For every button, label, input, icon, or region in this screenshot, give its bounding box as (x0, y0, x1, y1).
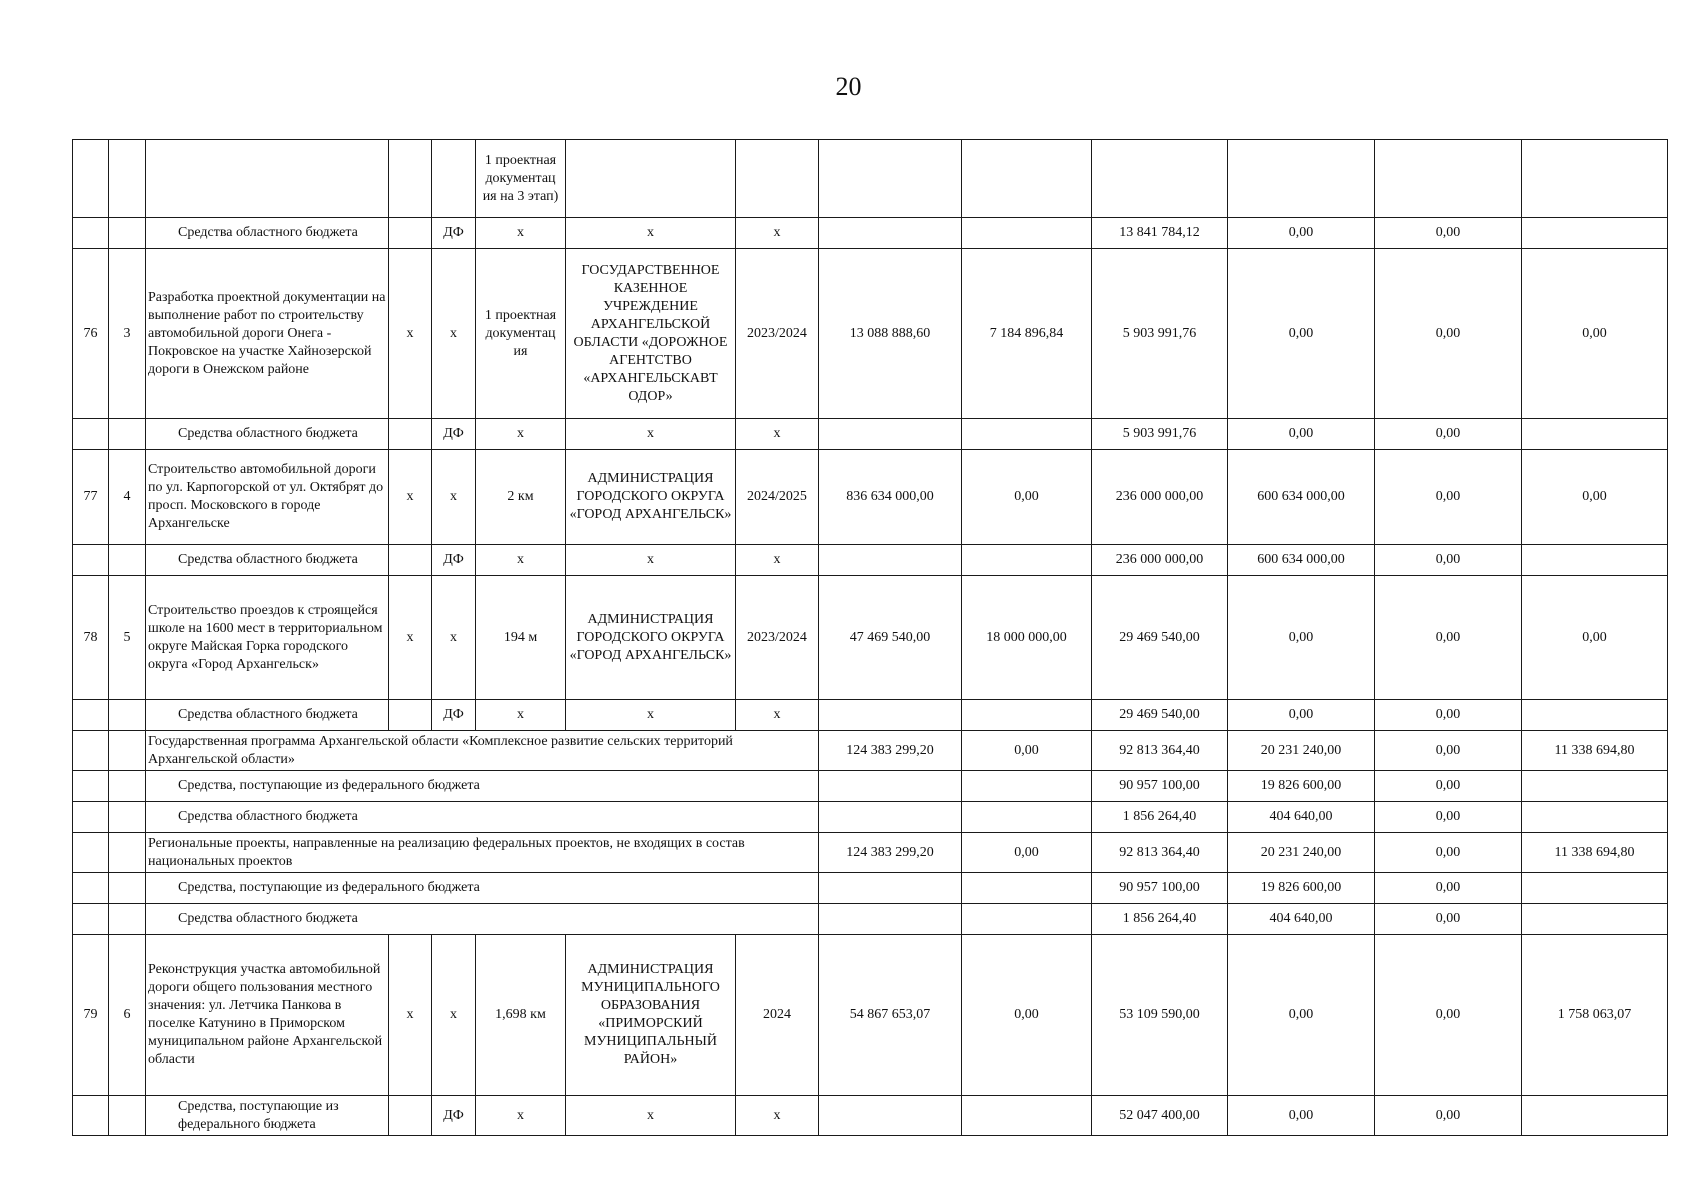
table-body (73, 140, 1668, 1136)
total-cost-cell (819, 873, 962, 904)
fund-code: ДФ (432, 1096, 476, 1136)
amount-cell: 404 640,00 (1228, 802, 1375, 833)
table-row (73, 545, 1668, 576)
capacity-cell: 1,698 км (476, 935, 566, 1096)
empty-cell (109, 904, 146, 935)
amount-cell: 0,00 (1228, 1096, 1375, 1136)
amount-cell: 600 634 000,00 (1228, 450, 1375, 545)
row-number: 77 (73, 450, 109, 545)
fund-code: ДФ (432, 419, 476, 450)
mark-cell: х (566, 419, 736, 450)
total-cost-cell (819, 419, 962, 450)
mark-cell: х (736, 545, 819, 576)
program-title: Региональные проекты, направленные на реализацию федеральных проектов, не входящих в состав национальных проектов (146, 833, 819, 873)
prior-funding-cell: 0,00 (962, 935, 1092, 1096)
amount-cell: 0,00 (1375, 731, 1522, 771)
amount-cell: 13 841 784,12 (1092, 218, 1228, 249)
amount-cell: 236 000 000,00 (1092, 450, 1228, 545)
amount-cell: 1 856 264,40 (1092, 904, 1228, 935)
amount-cell: 11 338 694,80 (1522, 833, 1668, 873)
amount-cell: 0,00 (1375, 771, 1522, 802)
amount-cell (1522, 545, 1668, 576)
period-cell: 2023/2024 (736, 249, 819, 419)
table-row (73, 249, 1668, 419)
amount-cell: 0,00 (1375, 700, 1522, 731)
empty-cell (109, 700, 146, 731)
sub-number: 5 (109, 576, 146, 700)
executor-cell: АДМИНИСТРАЦИЯ МУНИЦИПАЛЬНОГО ОБРАЗОВАНИЯ «ПРИМОРСКИЙ МУНИЦИПАЛЬНЫЙ РАЙОН» (566, 935, 736, 1096)
empty-cell (73, 731, 109, 771)
object-name (146, 140, 389, 218)
fund-source-label: Средства, поступающие из федерального бюджета (146, 771, 819, 802)
amount-cell (1522, 1096, 1668, 1136)
table-row (73, 419, 1668, 450)
amount-cell: 5 903 991,76 (1092, 419, 1228, 450)
amount-cell: 90 957 100,00 (1092, 873, 1228, 904)
table-row (73, 904, 1668, 935)
empty-cell (73, 218, 109, 249)
page-number: 20 (835, 72, 862, 101)
mark-cell: х (476, 700, 566, 731)
amount-cell: 0,00 (1375, 249, 1522, 419)
mark-cell: х (566, 700, 736, 731)
total-cost-cell (819, 802, 962, 833)
empty-cell (109, 771, 146, 802)
prior-funding-cell: 7 184 896,84 (962, 249, 1092, 419)
amount-cell: 53 109 590,00 (1092, 935, 1228, 1096)
sub-number: 4 (109, 450, 146, 545)
empty-cell (73, 802, 109, 833)
amount-cell (1375, 140, 1522, 218)
prior-funding-cell (962, 545, 1092, 576)
empty-cell (73, 700, 109, 731)
fund-source-label: Средства областного бюджета (146, 419, 389, 450)
budget-table (72, 139, 1668, 1136)
amount-cell (1228, 140, 1375, 218)
amount-cell: 19 826 600,00 (1228, 873, 1375, 904)
amount-cell: 0,00 (1375, 833, 1522, 873)
total-cost-cell (819, 140, 962, 218)
empty-cell (389, 1096, 432, 1136)
table-row (73, 576, 1668, 700)
table-row (73, 802, 1668, 833)
amount-cell: 0,00 (1375, 450, 1522, 545)
empty-cell (389, 419, 432, 450)
amount-cell (1522, 802, 1668, 833)
amount-cell: 1 758 063,07 (1522, 935, 1668, 1096)
period-cell: 2023/2024 (736, 576, 819, 700)
mark-cell: х (736, 700, 819, 731)
amount-cell: 5 903 991,76 (1092, 249, 1228, 419)
mark-cell: х (736, 1096, 819, 1136)
empty-cell (73, 833, 109, 873)
amount-cell: 29 469 540,00 (1092, 576, 1228, 700)
prior-funding-cell (962, 873, 1092, 904)
mark-col-1: х (389, 576, 432, 700)
total-cost-cell (819, 904, 962, 935)
empty-cell (109, 218, 146, 249)
amount-cell (1522, 873, 1668, 904)
empty-cell (109, 1096, 146, 1136)
amount-cell: 92 813 364,40 (1092, 833, 1228, 873)
amount-cell: 600 634 000,00 (1228, 545, 1375, 576)
period-cell: 2024/2025 (736, 450, 819, 545)
amount-cell: 90 957 100,00 (1092, 771, 1228, 802)
amount-cell: 0,00 (1228, 249, 1375, 419)
total-cost-cell: 47 469 540,00 (819, 576, 962, 700)
mark-cell: х (736, 419, 819, 450)
prior-funding-cell: 0,00 (962, 731, 1092, 771)
amount-cell: 0,00 (1375, 904, 1522, 935)
total-cost-cell: 124 383 299,20 (819, 833, 962, 873)
mark-col-1: х (389, 935, 432, 1096)
prior-funding-cell (962, 218, 1092, 249)
mark-col-2: х (432, 935, 476, 1096)
mark-cell: х (476, 419, 566, 450)
prior-funding-cell (962, 419, 1092, 450)
capacity-cell: 1 проектная документац ия на 3 этап) (476, 140, 566, 218)
mark-col-2: х (432, 576, 476, 700)
fund-code: ДФ (432, 218, 476, 249)
row-number: 76 (73, 249, 109, 419)
amount-cell: 0,00 (1375, 218, 1522, 249)
total-cost-cell: 54 867 653,07 (819, 935, 962, 1096)
amount-cell (1522, 700, 1668, 731)
mark-col-2: х (432, 249, 476, 419)
mark-col-2: х (432, 450, 476, 545)
amount-cell: 0,00 (1228, 935, 1375, 1096)
amount-cell (1522, 218, 1668, 249)
empty-cell (109, 833, 146, 873)
row-number: 79 (73, 935, 109, 1096)
executor-cell: ГОСУДАРСТВЕННОЕ КАЗЕННОЕ УЧРЕЖДЕНИЕ АРХАНГЕЛЬСКОЙ ОБЛАСТИ «ДОРОЖНОЕ АГЕНТСТВО «АРХАНГЕЛЬСКАВТ ОДОР» (566, 249, 736, 419)
table-row (73, 833, 1668, 873)
empty-cell (109, 419, 146, 450)
empty-cell (389, 218, 432, 249)
sub-number: 6 (109, 935, 146, 1096)
amount-cell: 0,00 (1228, 700, 1375, 731)
total-cost-cell (819, 700, 962, 731)
total-cost-cell (819, 771, 962, 802)
empty-cell (73, 873, 109, 904)
table-row (73, 731, 1668, 771)
capacity-cell: 194 м (476, 576, 566, 700)
table-row (73, 700, 1668, 731)
total-cost-cell (819, 545, 962, 576)
table-row (73, 1096, 1668, 1136)
total-cost-cell: 124 383 299,20 (819, 731, 962, 771)
empty-cell (73, 904, 109, 935)
amount-cell: 0,00 (1375, 802, 1522, 833)
prior-funding-cell: 0,00 (962, 833, 1092, 873)
fund-source-label: Средства областного бюджета (146, 700, 389, 731)
empty-cell (73, 771, 109, 802)
period-cell (736, 140, 819, 218)
table-row (73, 450, 1668, 545)
sub-number: 3 (109, 249, 146, 419)
amount-cell: 29 469 540,00 (1092, 700, 1228, 731)
row-number: 78 (73, 576, 109, 700)
prior-funding-cell (962, 771, 1092, 802)
mark-cell: х (566, 545, 736, 576)
empty-cell (73, 1096, 109, 1136)
amount-cell: 0,00 (1522, 249, 1668, 419)
fund-source-label: Средства областного бюджета (146, 802, 819, 833)
amount-cell: 19 826 600,00 (1228, 771, 1375, 802)
sub-number (109, 140, 146, 218)
amount-cell: 1 856 264,40 (1092, 802, 1228, 833)
amount-cell (1092, 140, 1228, 218)
fund-source-label: Средства, поступающие из федерального бюджета (146, 1096, 389, 1136)
object-name: Строительство проездов к строящейся школе на 1600 мест в территориальном округе Майская Горка городского округа «Город Архангельск» (146, 576, 389, 700)
amount-cell: 236 000 000,00 (1092, 545, 1228, 576)
prior-funding-cell: 0,00 (962, 450, 1092, 545)
prior-funding-cell (962, 1096, 1092, 1136)
fund-code: ДФ (432, 700, 476, 731)
prior-funding-cell (962, 904, 1092, 935)
amount-cell: 0,00 (1522, 576, 1668, 700)
amount-cell (1522, 904, 1668, 935)
empty-cell (389, 700, 432, 731)
amount-cell (1522, 771, 1668, 802)
amount-cell: 0,00 (1228, 218, 1375, 249)
mark-col-1: х (389, 450, 432, 545)
total-cost-cell (819, 218, 962, 249)
prior-funding-cell (962, 140, 1092, 218)
amount-cell: 52 047 400,00 (1092, 1096, 1228, 1136)
amount-cell: 0,00 (1375, 576, 1522, 700)
empty-cell (109, 545, 146, 576)
amount-cell: 0,00 (1375, 1096, 1522, 1136)
fund-code: ДФ (432, 545, 476, 576)
mark-col-2 (432, 140, 476, 218)
amount-cell: 0,00 (1375, 545, 1522, 576)
total-cost-cell: 13 088 888,60 (819, 249, 962, 419)
amount-cell: 20 231 240,00 (1228, 731, 1375, 771)
total-cost-cell: 836 634 000,00 (819, 450, 962, 545)
empty-cell (109, 802, 146, 833)
mark-cell: х (566, 218, 736, 249)
mark-cell: х (476, 545, 566, 576)
table-row (73, 935, 1668, 1096)
table-row (73, 873, 1668, 904)
fund-source-label: Средства областного бюджета (146, 904, 819, 935)
prior-funding-cell (962, 802, 1092, 833)
mark-cell: х (566, 1096, 736, 1136)
fund-source-label: Средства областного бюджета (146, 218, 389, 249)
amount-cell: 11 338 694,80 (1522, 731, 1668, 771)
executor-cell (566, 140, 736, 218)
table-row (73, 218, 1668, 249)
empty-cell (389, 545, 432, 576)
prior-funding-cell (962, 700, 1092, 731)
empty-cell (109, 873, 146, 904)
amount-cell: 0,00 (1228, 576, 1375, 700)
amount-cell: 92 813 364,40 (1092, 731, 1228, 771)
capacity-cell: 2 км (476, 450, 566, 545)
amount-cell: 0,00 (1228, 419, 1375, 450)
total-cost-cell (819, 1096, 962, 1136)
capacity-cell: 1 проектная документац ия (476, 249, 566, 419)
empty-cell (109, 731, 146, 771)
executor-cell: АДМИНИСТРАЦИЯ ГОРОДСКОГО ОКРУГА «ГОРОД АРХАНГЕЛЬСК» (566, 450, 736, 545)
row-number (73, 140, 109, 218)
period-cell: 2024 (736, 935, 819, 1096)
table-row (73, 140, 1668, 218)
object-name: Строительство автомобильной дороги по ул. Карпогорской от ул. Октябрят до просп. Московского в городе Архангельске (146, 450, 389, 545)
amount-cell: 0,00 (1375, 935, 1522, 1096)
amount-cell: 404 640,00 (1228, 904, 1375, 935)
fund-source-label: Средства областного бюджета (146, 545, 389, 576)
mark-col-1 (389, 140, 432, 218)
program-title: Государственная программа Архангельской области «Комплексное развитие сельских территорий Архангельской области» (146, 731, 819, 771)
mark-cell: х (476, 1096, 566, 1136)
table-row (73, 771, 1668, 802)
amount-cell: 0,00 (1522, 450, 1668, 545)
fund-source-label: Средства, поступающие из федерального бюджета (146, 873, 819, 904)
mark-col-1: х (389, 249, 432, 419)
prior-funding-cell: 18 000 000,00 (962, 576, 1092, 700)
amount-cell (1522, 419, 1668, 450)
executor-cell: АДМИНИСТРАЦИЯ ГОРОДСКОГО ОКРУГА «ГОРОД АРХАНГЕЛЬСК» (566, 576, 736, 700)
object-name: Реконструкция участка автомобильной дороги общего пользования местного значения: ул. Летчика Панкова в поселке Катунино в Приморском муниципальном районе Архангельской области (146, 935, 389, 1096)
mark-cell: х (736, 218, 819, 249)
amount-cell: 0,00 (1375, 419, 1522, 450)
empty-cell (73, 419, 109, 450)
mark-cell: х (476, 218, 566, 249)
amount-cell (1522, 140, 1668, 218)
empty-cell (73, 545, 109, 576)
amount-cell: 0,00 (1375, 873, 1522, 904)
object-name: Разработка проектной документации на выполнение работ по строительству автомобильной дороги Онега - Покровское на участке Хайнозерской дороги в Онежском районе (146, 249, 389, 419)
amount-cell: 20 231 240,00 (1228, 833, 1375, 873)
